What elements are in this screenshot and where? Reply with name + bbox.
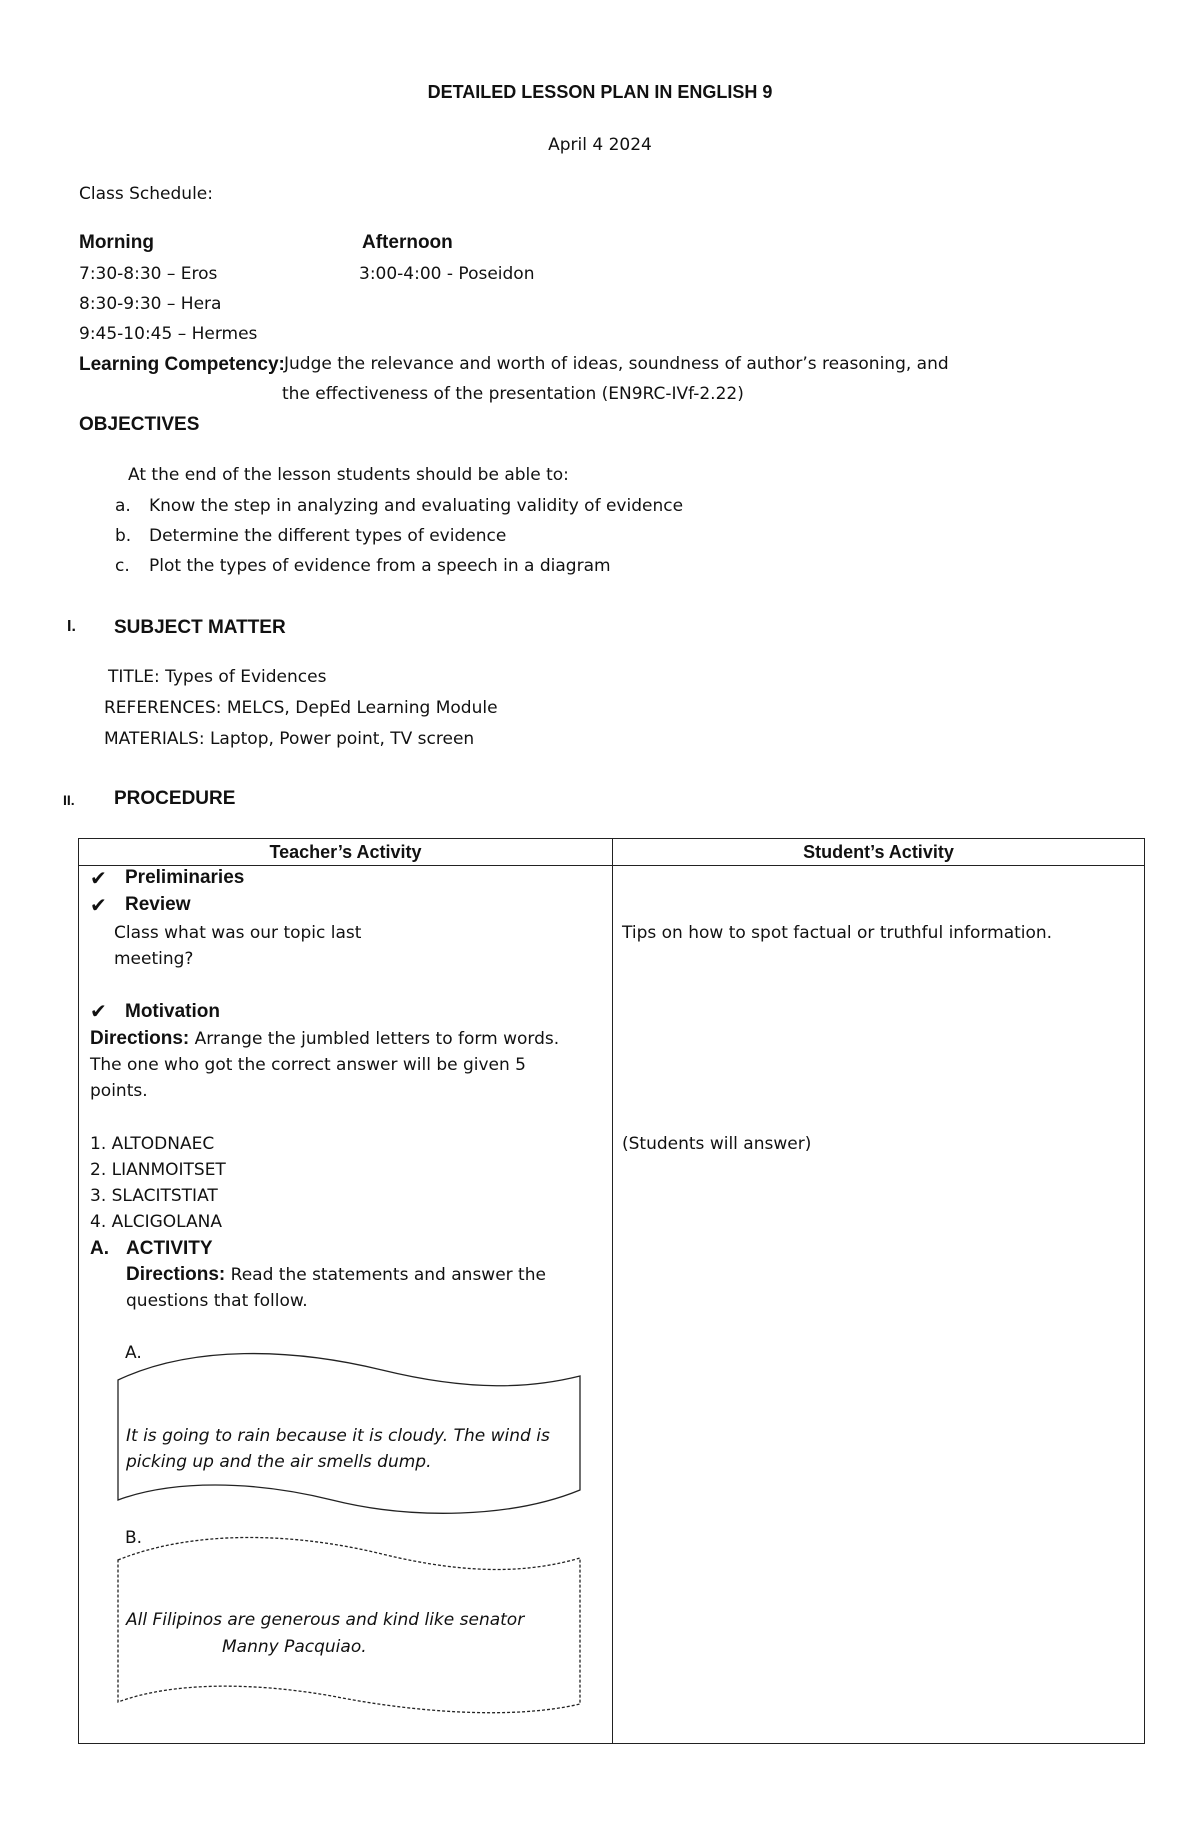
objectives-intro: At the end of the lesson students should be able to:	[128, 465, 569, 485]
header-divider	[79, 865, 1144, 866]
student-review-answer: Tips on how to spot factual or truthful information.	[622, 923, 1053, 943]
review-label: Review	[125, 894, 191, 915]
directions-text: points.	[90, 1081, 148, 1101]
objective-text: Plot the types of evidence from a speech in a diagram	[149, 556, 611, 576]
preliminaries-label: Preliminaries	[125, 867, 245, 888]
banner-statement: picking up and the air smells dump.	[126, 1452, 432, 1472]
checkmark-icon: ✔	[90, 866, 107, 890]
jumbled-word: 2. LIANMOITSET	[90, 1160, 226, 1180]
lesson-date: April 4 2024	[548, 135, 652, 155]
subject-materials: MATERIALS: Laptop, Power point, TV screen	[104, 729, 475, 749]
morning-slot: 9:45-10:45 – Hermes	[79, 324, 258, 344]
jumbled-word: 4. ALCIGOLANA	[90, 1212, 222, 1232]
column-divider	[612, 839, 613, 1743]
objective-letter: b.	[115, 526, 132, 546]
activity-directions	[126, 1264, 546, 1286]
student-motivation-answer: (Students will answer)	[622, 1134, 812, 1154]
afternoon-label: Afternoon	[362, 232, 453, 253]
motivation-label: Motivation	[125, 1001, 220, 1022]
activity-label: ACTIVITY	[126, 1238, 213, 1259]
review-question: Class what was our topic last	[114, 923, 362, 943]
jumbled-word: 1. ALTODNAEC	[90, 1134, 215, 1154]
morning-slot: 8:30-9:30 – Hera	[79, 294, 222, 314]
class-schedule-label: Class Schedule:	[79, 184, 213, 204]
competency-text: the effectiveness of the presentation (EN9RC-IVf-2.22)	[282, 384, 744, 404]
column-header-teacher: Teacher’s Activity	[269, 842, 422, 862]
banner-statement: All Filipinos are generous and kind like senator	[126, 1610, 525, 1630]
competency-label: Learning Competency:	[79, 354, 285, 375]
objective-text: Determine the different types of evidence	[149, 526, 507, 546]
procedure-heading: PROCEDURE	[114, 788, 236, 809]
directions-label: Directions:	[126, 1264, 226, 1285]
morning-slot: 7:30-8:30 – Eros	[79, 264, 218, 284]
directions-text: Read the statements and answer the	[225, 1265, 546, 1285]
section-numeral: II.	[63, 792, 75, 808]
objective-text: Know the step in analyzing and evaluating validity of evidence	[149, 496, 684, 516]
objective-letter: c.	[115, 556, 130, 576]
subject-matter-heading: SUBJECT MATTER	[114, 617, 286, 638]
afternoon-slot: 3:00-4:00 - Poseidon	[359, 264, 535, 284]
motivation-directions	[90, 1028, 559, 1050]
directions-label: Directions:	[90, 1028, 190, 1049]
morning-label: Morning	[79, 232, 154, 253]
directions-text: The one who got the correct answer will be given 5	[90, 1055, 526, 1075]
banner-label: A.	[125, 1343, 142, 1363]
competency-text: Judge the relevance and worth of ideas, soundness of author’s reasoning, and	[284, 354, 949, 374]
banner-statement: It is going to rain because it is cloudy. The wind is	[126, 1426, 550, 1446]
jumbled-word: 3. SLACITSTIAT	[90, 1186, 218, 1206]
subject-title: TITLE: Types of Evidences	[108, 667, 327, 687]
banner-statement: Manny Pacquiao.	[222, 1637, 367, 1657]
column-header-student: Student’s Activity	[803, 842, 954, 862]
directions-text: Arrange the jumbled letters to form words.	[189, 1029, 560, 1049]
activity-letter: A.	[90, 1238, 109, 1259]
section-numeral: I.	[67, 618, 76, 635]
banner-label: B.	[125, 1528, 143, 1548]
review-question: meeting?	[114, 949, 194, 969]
directions-text: questions that follow.	[126, 1291, 308, 1311]
checkmark-icon: ✔	[90, 999, 107, 1023]
objective-letter: a.	[115, 496, 131, 516]
checkmark-icon: ✔	[90, 893, 107, 917]
page-title: DETAILED LESSON PLAN IN ENGLISH 9	[427, 82, 773, 102]
subject-references: REFERENCES: MELCS, DepEd Learning Module	[104, 698, 498, 718]
objectives-heading: OBJECTIVES	[79, 414, 200, 435]
